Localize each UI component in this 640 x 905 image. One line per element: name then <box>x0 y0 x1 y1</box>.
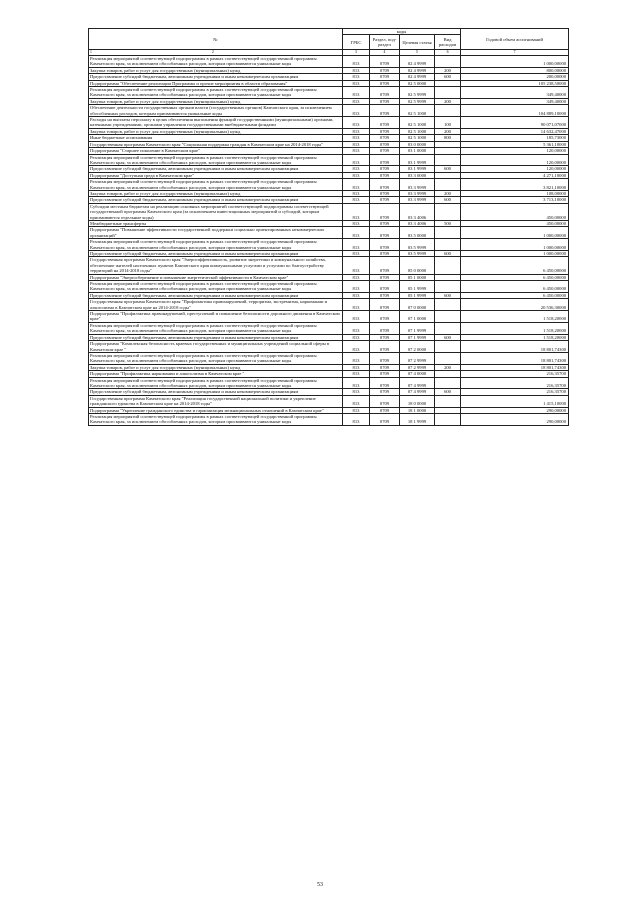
row-sum: 185,73000 <box>461 135 569 141</box>
table-row <box>89 56 569 68</box>
row-sum: 1 000,00000 <box>461 239 569 251</box>
row-tselevaya-statya: 02 4 9999 <box>400 74 435 80</box>
row-vid-rashodov: 600 <box>435 251 461 257</box>
row-name: Реализация мероприятий соответствующей подпрограммы в рамках соответствующей государственной программы Камчатского края, за исключением обособленных расходов, которым присваиваются уникальные коды <box>89 56 343 68</box>
row-grbs: 813 <box>343 220 370 226</box>
row-tselevaya-statya: 03 3 9999 <box>400 190 435 196</box>
row-sum: 450,00000 <box>461 203 569 220</box>
row-name: Подпрограмма "Энергосбережение и повышение энергетической эффективности в Камчатском крае" <box>89 274 343 280</box>
row-sum: 18 801,74300 <box>461 364 569 370</box>
row-razdel: 0709 <box>370 407 400 413</box>
row-name: Подпрограмма "Доступная среда в Камчатском крае" <box>89 172 343 178</box>
row-tselevaya-statya: 05 1 9999 <box>400 281 435 293</box>
row-sum: 104 889,10000 <box>461 105 569 117</box>
header-volume: Годовой объем ассигнований <box>461 29 569 50</box>
row-grbs: 813 <box>343 190 370 196</box>
row-grbs: 813 <box>343 389 370 395</box>
row-name: Реализация мероприятий соответствующей подпрограммы в рамках соответствующей государственной программы Камчатского края, за исключением обособленных расходов, которым присваиваются уникальные коды <box>89 413 343 425</box>
row-tselevaya-statya: 02 5 9999 <box>400 98 435 104</box>
row-grbs: 813 <box>343 352 370 364</box>
row-grbs: 813 <box>343 364 370 370</box>
table-row <box>89 377 569 389</box>
row-razdel: 0709 <box>370 334 400 340</box>
row-tselevaya-statya: 03 5 9999 <box>400 239 435 251</box>
row-vid-rashodov: 600 <box>435 74 461 80</box>
row-razdel: 0709 <box>370 154 400 166</box>
page-number: 53 <box>317 882 323 888</box>
row-razdel: 0709 <box>370 341 400 353</box>
row-tselevaya-statya: 18 1 9999 <box>400 413 435 425</box>
row-tselevaya-statya: 03 1 9999 <box>400 166 435 172</box>
row-tselevaya-statya: 03 3 9999 <box>400 179 435 191</box>
row-vid-rashodov <box>435 56 461 68</box>
table-row <box>89 179 569 191</box>
row-sum: 216,35700 <box>461 377 569 389</box>
row-sum: 290,00000 <box>461 407 569 413</box>
row-tselevaya-statya: 02 5 1000 <box>400 117 435 129</box>
row-vid-rashodov <box>435 87 461 99</box>
row-tselevaya-statya: 05 1 9999 <box>400 292 435 298</box>
row-grbs: 813 <box>343 154 370 166</box>
row-sum: 800,00000 <box>461 67 569 73</box>
row-sum: 3 713,10000 <box>461 197 569 203</box>
row-name: Подпрограмма "Профилактика правонарушений, преступлений и повышение безопасности дорожного движения в Камчатском крае" <box>89 311 343 323</box>
header-number: 3 <box>343 50 370 56</box>
row-grbs: 813 <box>343 197 370 203</box>
row-vid-rashodov <box>435 322 461 334</box>
row-sum: 1 000,00000 <box>461 227 569 239</box>
budget-table <box>88 28 569 426</box>
row-razdel: 0709 <box>370 56 400 68</box>
row-razdel: 0709 <box>370 322 400 334</box>
row-sum: 108,00000 <box>461 190 569 196</box>
row-vid-rashodov <box>435 311 461 323</box>
row-grbs: 813 <box>343 98 370 104</box>
row-vid-rashodov: 800 <box>435 135 461 141</box>
row-name: Предоставление субсидий бюджетным, автономным учреждениям и иным некоммерческим организациям <box>89 197 343 203</box>
row-grbs: 813 <box>343 117 370 129</box>
table-row <box>89 203 569 220</box>
row-sum: 290,00000 <box>461 413 569 425</box>
header-vid: Вид расходов <box>435 35 461 50</box>
row-razdel: 0709 <box>370 395 400 407</box>
row-name: Закупка товаров, работ и услуг для государственных (муниципальных) нужд <box>89 128 343 134</box>
row-name: Реализация мероприятий соответствующей подпрограммы в рамках соответствующей государственной программы Камчатского края, за исключением обособленных расходов, которым присваиваются уникальные коды <box>89 87 343 99</box>
row-razdel: 0709 <box>370 148 400 154</box>
table-row <box>89 299 569 311</box>
row-tselevaya-statya: 02 5 1000 <box>400 128 435 134</box>
row-razdel: 0709 <box>370 292 400 298</box>
row-razdel: 0709 <box>370 311 400 323</box>
row-name: Государственная программа Камчатского края "Энергоэффективность, развитие энергетики и коммунального хозяйства, обеспечение жителей населенных пунктов Камчатского края коммунальными услугами и услугами по благоустройству территорий на 2014-2018 годы" <box>89 257 343 274</box>
row-vid-rashodov: 200 <box>435 98 461 104</box>
row-grbs: 813 <box>343 395 370 407</box>
row-vid-rashodov: 600 <box>435 197 461 203</box>
row-grbs: 813 <box>343 67 370 73</box>
row-name: Обеспечение деятельности государственных органов власти (государственных органов) Камчатского края, за исключением обособленных расходов, которым присваиваются уникальные коды <box>89 105 343 117</box>
row-name: Предоставление субсидий бюджетным, автономным учреждениям и иным некоммерческим организациям <box>89 166 343 172</box>
row-tselevaya-statya: 02 5 1000 <box>400 105 435 117</box>
table-row <box>89 239 569 251</box>
row-vid-rashodov <box>435 257 461 274</box>
table-row <box>89 322 569 334</box>
table-row <box>89 87 569 99</box>
row-name: Предоставление субсидий бюджетным, автономным учреждениям и иным некоммерческим организациям <box>89 74 343 80</box>
row-tselevaya-statya: 07 2 9999 <box>400 352 435 364</box>
row-tselevaya-statya: 03 1 9999 <box>400 154 435 166</box>
row-razdel: 0709 <box>370 190 400 196</box>
row-grbs: 813 <box>343 87 370 99</box>
row-sum: 1 518,20000 <box>461 334 569 340</box>
row-sum: 349,40000 <box>461 87 569 99</box>
row-grbs: 813 <box>343 239 370 251</box>
row-razdel: 0709 <box>370 128 400 134</box>
row-grbs: 813 <box>343 148 370 154</box>
row-razdel: 0709 <box>370 274 400 280</box>
row-grbs: 813 <box>343 105 370 117</box>
table-row <box>89 154 569 166</box>
row-grbs: 813 <box>343 341 370 353</box>
row-sum: 120,00000 <box>461 166 569 172</box>
row-grbs: 813 <box>343 166 370 172</box>
row-name: Подпрограмма "Комплексная безопасность краевых государственных и муниципальных учреждений социальной сферы в Камчатском крае " <box>89 341 343 353</box>
row-name: Закупка товаров, работ и услуг для государственных (муниципальных) нужд <box>89 98 343 104</box>
row-name: Подпрограмма "Старшее поколение в Камчатском крае" <box>89 148 343 154</box>
row-vid-rashodov <box>435 179 461 191</box>
row-grbs: 813 <box>343 56 370 68</box>
row-sum: 105 238,50000 <box>461 80 569 86</box>
row-sum: 6 450,00000 <box>461 274 569 280</box>
row-vid-rashodov <box>435 239 461 251</box>
table-row <box>89 281 569 293</box>
header-number: 7 <box>461 50 569 56</box>
row-sum: 120,00000 <box>461 148 569 154</box>
row-razdel: 0709 <box>370 251 400 257</box>
row-tselevaya-statya: 03 3 4006 <box>400 220 435 226</box>
row-razdel: 0709 <box>370 299 400 311</box>
row-sum: 1 518,20000 <box>461 311 569 323</box>
row-name: Предоставление субсидий бюджетным, автономным учреждениям и иным некоммерческим организациям <box>89 251 343 257</box>
row-vid-rashodov <box>435 154 461 166</box>
row-grbs: 813 <box>343 227 370 239</box>
row-vid-rashodov: 200 <box>435 190 461 196</box>
row-sum: 3 821,10000 <box>461 179 569 191</box>
row-name: Реализация мероприятий соответствующей подпрограммы в рамках соответствующей государственной программы Камчатского края, за исключением обособленных расходов, которым присваиваются уникальные коды <box>89 154 343 166</box>
row-razdel: 0709 <box>370 239 400 251</box>
header-number: 1 <box>90 50 92 55</box>
row-razdel: 0709 <box>370 105 400 117</box>
row-tselevaya-statya: 07 1 0000 <box>400 311 435 323</box>
row-tselevaya-statya: 03 3 9999 <box>400 197 435 203</box>
row-grbs: 813 <box>343 80 370 86</box>
row-razdel: 0709 <box>370 364 400 370</box>
row-name: Подпрограмма "Повышение эффективности государственной поддержки социально ориентированных некоммерческих организаций" <box>89 227 343 239</box>
row-tselevaya-statya: 03 3 4006 <box>400 203 435 220</box>
row-name: Реализация мероприятий соответствующей подпрограммы в рамках соответствующей государственной программы Камчатского края, за исключением обособленных расходов, которым присваиваются уникальные коды <box>89 352 343 364</box>
row-sum: 20 536,30000 <box>461 299 569 311</box>
row-vid-rashodov <box>435 377 461 389</box>
row-razdel: 0709 <box>370 227 400 239</box>
row-razdel: 0709 <box>370 80 400 86</box>
row-grbs: 813 <box>343 74 370 80</box>
row-grbs: 813 <box>343 274 370 280</box>
row-sum: 5 361,10000 <box>461 141 569 147</box>
row-tselevaya-statya: 07 4 9999 <box>400 377 435 389</box>
row-name: Подпрограмма "Укрепление гражданского единства и гармонизация межнациональных отношений в Камчатском крае" <box>89 407 343 413</box>
row-razdel: 0709 <box>370 67 400 73</box>
row-sum: 6 450,00000 <box>461 292 569 298</box>
row-grbs: 813 <box>343 179 370 191</box>
row-sum: 1 415,10000 <box>461 395 569 407</box>
row-razdel: 0709 <box>370 257 400 274</box>
row-name: Закупка товаров, работ и услуг для государственных (муниципальных) нужд <box>89 190 343 196</box>
row-sum: 14 632,47000 <box>461 128 569 134</box>
row-grbs: 813 <box>343 377 370 389</box>
row-vid-rashodov: 200 <box>435 67 461 73</box>
row-sum: 450,00000 <box>461 220 569 226</box>
row-tselevaya-statya: 18 0 0000 <box>400 395 435 407</box>
row-name: Предоставление субсидий бюджетным, автономным учреждениям и иным некоммерческим организациям <box>89 334 343 340</box>
row-tselevaya-statya: 03 5 9999 <box>400 251 435 257</box>
row-razdel: 0709 <box>370 352 400 364</box>
row-tselevaya-statya: 03 1 0000 <box>400 148 435 154</box>
table-row <box>89 311 569 323</box>
row-grbs: 813 <box>343 135 370 141</box>
row-sum: 216,35700 <box>461 371 569 377</box>
row-razdel: 0709 <box>370 179 400 191</box>
row-sum: 90 071,07000 <box>461 117 569 129</box>
row-sum: 120,00000 <box>461 154 569 166</box>
row-tselevaya-statya: 07 0 0000 <box>400 299 435 311</box>
row-tselevaya-statya: 07 4 9999 <box>400 389 435 395</box>
row-name: Реализация мероприятий соответствующей подпрограммы в рамках соответствующей государственной программы Камчатского края, за исключением обособленных расходов, которым присваиваются уникальные коды <box>89 322 343 334</box>
row-vid-rashodov <box>435 203 461 220</box>
row-tselevaya-statya: 02 4 9999 <box>400 67 435 73</box>
row-grbs: 813 <box>343 251 370 257</box>
row-grbs: 813 <box>343 334 370 340</box>
row-vid-rashodov <box>435 395 461 407</box>
row-grbs: 813 <box>343 172 370 178</box>
row-tselevaya-statya: 07 4 0000 <box>400 371 435 377</box>
row-sum: 1 518,20000 <box>461 322 569 334</box>
row-tselevaya-statya: 03 5 0000 <box>400 227 435 239</box>
row-tselevaya-statya: 02 5 9999 <box>400 87 435 99</box>
row-name: Предоставление субсидий бюджетным, автономным учреждениям и иным некоммерческим организациям <box>89 292 343 298</box>
table-row <box>89 395 569 407</box>
row-razdel: 0709 <box>370 98 400 104</box>
row-razdel: 0709 <box>370 135 400 141</box>
row-name: Реализация мероприятий соответствующей подпрограммы в рамках соответствующей государственной программы Камчатского края, за исключением обособленных расходов, которым присваиваются уникальные коды <box>89 179 343 191</box>
header-codes: коды <box>343 29 461 35</box>
row-tselevaya-statya: 02 5 0000 <box>400 80 435 86</box>
row-sum: 6 450,00000 <box>461 281 569 293</box>
header-no: № <box>89 29 343 50</box>
row-vid-rashodov: 600 <box>435 334 461 340</box>
row-vid-rashodov: 600 <box>435 166 461 172</box>
row-razdel: 0709 <box>370 371 400 377</box>
row-razdel: 0709 <box>370 220 400 226</box>
table-row <box>89 227 569 239</box>
header-grbs: ГРБС <box>343 35 370 50</box>
row-grbs: 813 <box>343 311 370 323</box>
row-sum: 216,35700 <box>461 389 569 395</box>
row-vid-rashodov <box>435 227 461 239</box>
header-number: 4 <box>370 50 400 56</box>
row-name: Государственная программа Камчатского края "Социальная поддержка граждан в Камчатском крае на 2014-2018 годы" <box>89 141 343 147</box>
table-row <box>89 257 569 274</box>
row-tselevaya-statya: 05 1 0000 <box>400 274 435 280</box>
row-vid-rashodov: 200 <box>435 128 461 134</box>
row-vid-rashodov: 600 <box>435 292 461 298</box>
table-row <box>89 341 569 353</box>
row-tselevaya-statya: 02 5 1000 <box>400 135 435 141</box>
row-grbs: 813 <box>343 141 370 147</box>
row-sum: 349,40000 <box>461 98 569 104</box>
row-grbs: 813 <box>343 203 370 220</box>
row-name: Реализация мероприятий соответствующей подпрограммы в рамках соответствующей государственной программы Камчатского края, за исключением обособленных расходов, которым присваиваются уникальные коды <box>89 281 343 293</box>
row-razdel: 0709 <box>370 166 400 172</box>
row-razdel: 0709 <box>370 74 400 80</box>
row-razdel: 0709 <box>370 197 400 203</box>
row-razdel: 0709 <box>370 377 400 389</box>
row-razdel: 0709 <box>370 87 400 99</box>
row-name: Иные бюджетные ассигнования <box>89 135 343 141</box>
row-sum: 1 000,00000 <box>461 251 569 257</box>
row-grbs: 813 <box>343 257 370 274</box>
row-name: Субсидии местным бюджетам на реализацию основных мероприятий соответствующей подпрограммы соответствующей государственной программы Камчатского края (за исключением инвестиционных мероприятий и субсидий, которым присваиваются отдельные коды) <box>89 203 343 220</box>
header-number: 2 <box>211 50 214 55</box>
row-vid-rashodov: 600 <box>435 389 461 395</box>
row-name: Предоставление субсидий бюджетным, автономным учреждениям и иным некоммерческим организациям <box>89 389 343 395</box>
row-tselevaya-statya: 03 0 0000 <box>400 141 435 147</box>
header-tsel: Целевая статья <box>400 35 435 50</box>
row-razdel: 0709 <box>370 413 400 425</box>
row-vid-rashodov <box>435 105 461 117</box>
row-sum: 1 000,00000 <box>461 56 569 68</box>
header-number: 6 <box>435 50 461 56</box>
row-razdel: 0709 <box>370 172 400 178</box>
row-razdel: 0709 <box>370 141 400 147</box>
row-vid-rashodov <box>435 341 461 353</box>
row-name: Реализация мероприятий соответствующей подпрограммы в рамках соответствующей государственной программы Камчатского края, за исключением обособленных расходов, которым присваиваются уникальные коды <box>89 239 343 251</box>
row-razdel: 0709 <box>370 117 400 129</box>
row-sum: 18 801,74300 <box>461 341 569 353</box>
row-tselevaya-statya: 07 2 0000 <box>400 341 435 353</box>
row-vid-rashodov <box>435 299 461 311</box>
row-vid-rashodov <box>435 281 461 293</box>
row-grbs: 813 <box>343 371 370 377</box>
table-header <box>89 29 569 56</box>
table-row <box>89 352 569 364</box>
row-sum: 200,00000 <box>461 74 569 80</box>
row-grbs: 813 <box>343 281 370 293</box>
row-tselevaya-statya: 07 1 9999 <box>400 322 435 334</box>
table-row <box>89 105 569 117</box>
header-razdel: Раздел, под-раздел <box>370 35 400 50</box>
row-name: Государственная программа Камчатского края "Профилактика правонарушений, терроризма, экстремизма, наркомании и алкоголизма в Камчатском крае на 2014-2018 годы" <box>89 299 343 311</box>
row-razdel: 0709 <box>370 389 400 395</box>
row-name: Реализация мероприятий соответствующей подпрограммы в рамках соответствующей государственной программы Камчатского края, за исключением обособленных расходов, которым присваиваются уникальные коды <box>89 377 343 389</box>
row-sum: 4 271,10000 <box>461 172 569 178</box>
row-name: Подпрограмма "Обеспечение реализации Программы и прочие мероприятия в области образования" <box>89 80 343 86</box>
row-name: Закупка товаров, работ и услуг для государственных (муниципальных) нужд <box>89 364 343 370</box>
row-vid-rashodov: 100 <box>435 117 461 129</box>
row-razdel: 0709 <box>370 203 400 220</box>
row-tselevaya-statya: 07 1 9999 <box>400 334 435 340</box>
row-name: Подпрограмма "Профилактика наркомании и алкоголизма в Камчатском крае " <box>89 371 343 377</box>
row-name: Расходы на выплаты персоналу в целях обеспечения выполнения функций государственными (муниципальными) органами, казенными учреждениями, органами управления государственными внебюджетными фондами <box>89 117 343 129</box>
row-grbs: 813 <box>343 322 370 334</box>
row-tselevaya-statya: 07 2 9999 <box>400 364 435 370</box>
row-grbs: 813 <box>343 413 370 425</box>
row-grbs: 813 <box>343 292 370 298</box>
row-tselevaya-statya: 05 0 0000 <box>400 257 435 274</box>
row-name: Межбюджетные трансферты <box>89 220 343 226</box>
table-body <box>89 56 569 426</box>
row-vid-rashodov <box>435 352 461 364</box>
row-razdel: 0709 <box>370 281 400 293</box>
row-name: Государственная программа Камчатского края "Реализация государственной национальной политики и укрепление гражданского единства в Камчатском крае на 2014-2018 годы" <box>89 395 343 407</box>
row-vid-rashodov <box>435 413 461 425</box>
row-tselevaya-statya: 18 1 0000 <box>400 407 435 413</box>
row-sum: 18 801,74300 <box>461 352 569 364</box>
table-row <box>89 413 569 425</box>
row-vid-rashodov: 500 <box>435 220 461 226</box>
row-vid-rashodov: 200 <box>435 364 461 370</box>
header-number: 5 <box>400 50 435 56</box>
row-grbs: 813 <box>343 407 370 413</box>
row-grbs: 813 <box>343 128 370 134</box>
row-grbs: 813 <box>343 299 370 311</box>
row-tselevaya-statya: 03 3 0000 <box>400 172 435 178</box>
row-sum: 6 450,00000 <box>461 257 569 274</box>
row-tselevaya-statya: 02 4 9999 <box>400 56 435 68</box>
row-name: Закупка товаров, работ и услуг для государственных (муниципальных) нужд <box>89 67 343 73</box>
table-row <box>89 117 569 129</box>
